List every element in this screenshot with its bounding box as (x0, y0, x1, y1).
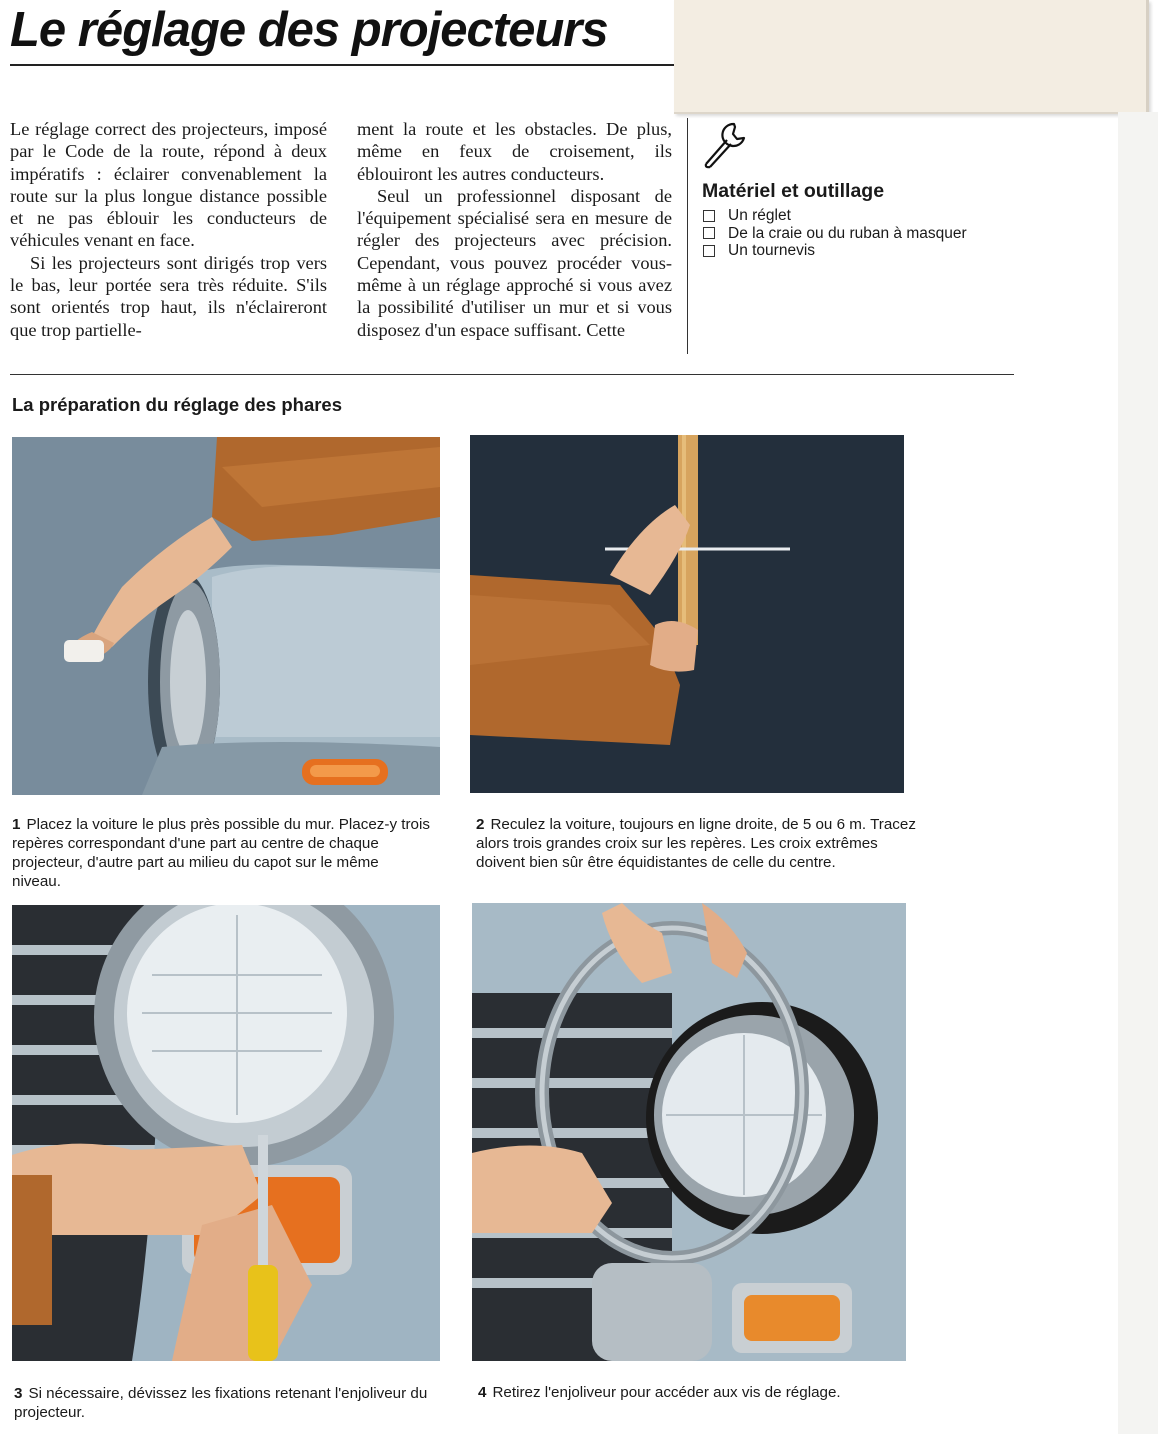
step-caption-4 (478, 1383, 928, 1402)
checklist-item (703, 207, 967, 225)
checklist-item (703, 242, 967, 260)
wrench-icon (700, 120, 752, 170)
step-number: 4 (478, 1384, 487, 1401)
checkbox-icon (703, 227, 715, 239)
step-text: Reculez la voiture, toujours en ligne droite, de 5 ou 6 m. Tracez alors trois grandes croix sur les repères. Les croix extrêmes doivent bien sûr être équidistantes de celle du centre. (476, 816, 916, 871)
step-text: Retirez l'enjoliveur pour accéder aux vis de réglage. (492, 1384, 841, 1401)
step-caption-2 (476, 815, 916, 872)
intro-paragraph: ment la route et les obstacles. De plus, même en feux de croisement, ils éblouiront les autres conducteurs. (357, 119, 672, 184)
intro-column-1 (10, 118, 327, 341)
checkbox-icon (703, 210, 715, 222)
section-rule (10, 374, 1014, 375)
checklist-item-label: Un tournevis (728, 242, 816, 260)
paper-strip (674, 0, 1149, 114)
tools-checklist (703, 207, 967, 260)
intro-paragraph: Seul un professionnel disposant de l'équipement spécialisé sera en mesure de régler des projecteurs avec précision. Cependant, vous pouvez procéder vous-même à un réglage approché si vous avez la possibilité d'utiliser un mur et si vous disposez d'un espace suffisant. Cette (357, 185, 672, 340)
step-number: 2 (476, 816, 485, 833)
step-text: Placez la voiture le plus près possible du mur. Placez-y trois repères correspondant d'une part au centre de chaque projecteur, d'autre part au milieu du capot sur le même niveau. (12, 816, 430, 890)
page-edge (1118, 112, 1158, 1434)
intro-column-2 (357, 118, 672, 341)
column-divider (687, 118, 688, 354)
step-text: Si nécessaire, dévissez les fixations retenant l'enjoliveur du projecteur. (14, 1385, 428, 1421)
photo-step-1 (12, 437, 440, 795)
photo-step-3 (12, 905, 440, 1361)
page-title: Le réglage des projecteurs (10, 3, 608, 57)
intro-paragraph: Si les projecteurs sont dirigés trop vers le bas, leur portée sera très réduite. S'ils sont orientés trop haut, ils n'éclaireront que trop partielle- (10, 252, 327, 340)
checklist-item (703, 225, 967, 243)
checklist-item-label: Un réglet (728, 207, 791, 224)
step-number: 1 (12, 816, 21, 833)
checkbox-icon (703, 245, 715, 257)
step-caption-3 (14, 1384, 444, 1422)
tools-heading: Matériel et outillage (702, 180, 885, 202)
step-caption-1 (12, 815, 430, 891)
section-heading: La préparation du réglage des phares (12, 394, 343, 415)
checklist-item-label: De la craie ou du ruban à masquer (728, 224, 967, 242)
photo-step-4 (472, 903, 906, 1361)
title-rule (10, 64, 674, 66)
photo-step-2 (470, 435, 904, 793)
intro-paragraph: Le réglage correct des projecteurs, imposé par le Code de la route, répond à deux impératifs : éclairer convenablement la route sur la plus longue distance possible et ne pas éblouir les conducteurs de véhicules venant en face. (10, 119, 327, 251)
step-number: 3 (14, 1385, 23, 1402)
